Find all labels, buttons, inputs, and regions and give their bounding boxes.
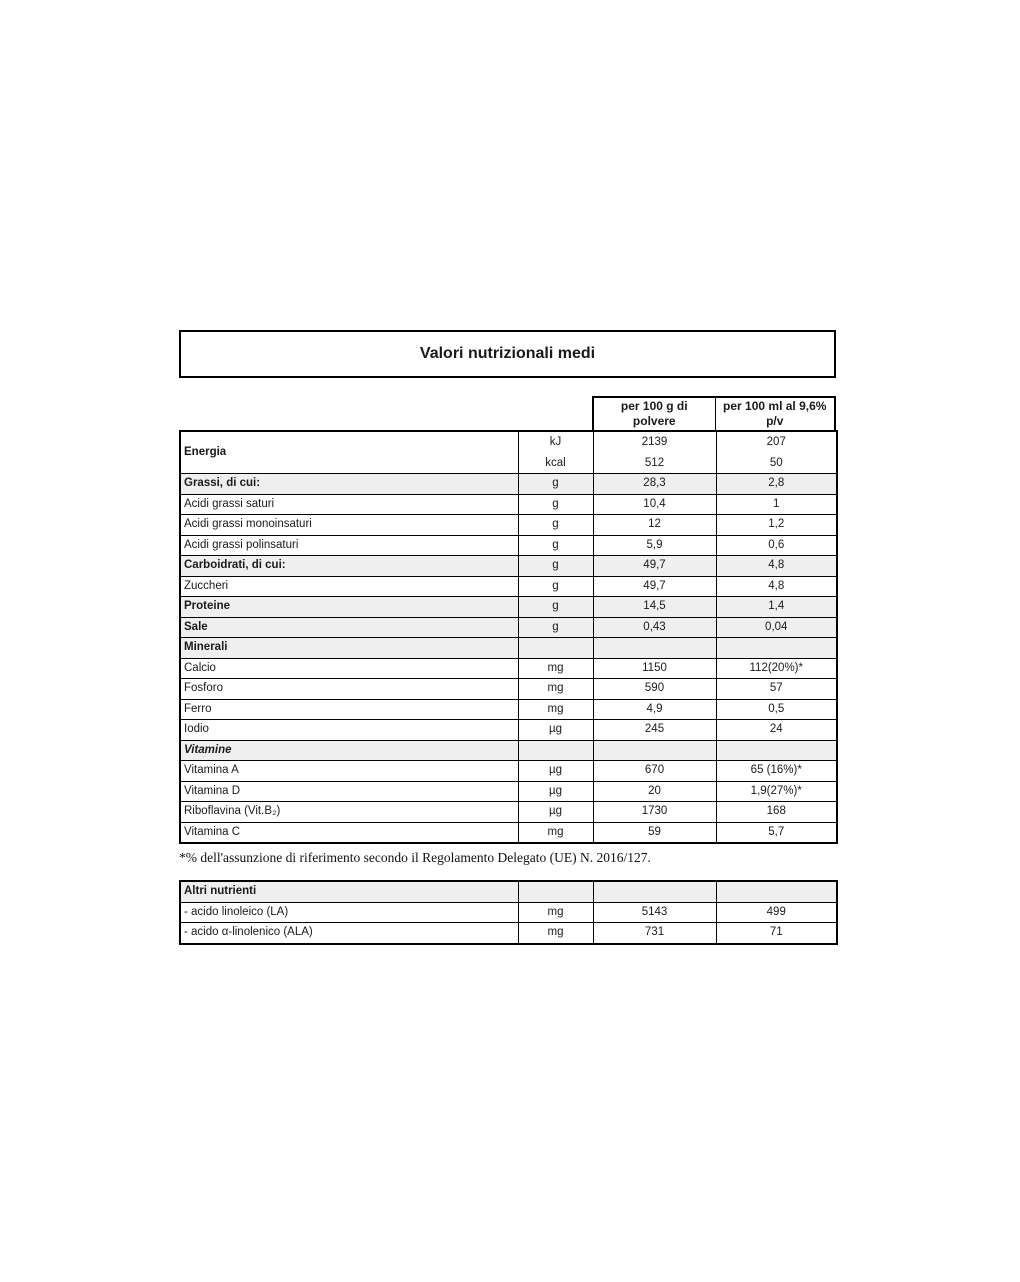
nutrition-row [180, 781, 837, 802]
row-unit [518, 638, 593, 659]
value-per-100ml [716, 431, 837, 474]
value-per-100ml-line: 207 [766, 436, 786, 448]
value-per-100ml: 112(20%)* [716, 658, 837, 679]
value-per-100g [593, 740, 716, 761]
row-unit [518, 881, 593, 902]
row-unit: g [518, 535, 593, 556]
row-unit: g [518, 494, 593, 515]
value-per-100g: 4,9 [593, 699, 716, 720]
value-per-100ml [716, 638, 837, 659]
value-per-100g: 59 [593, 822, 716, 843]
value-per-100ml: 0,6 [716, 535, 837, 556]
col-header-line: polvere [632, 414, 676, 428]
value-per-100g: 20 [593, 781, 716, 802]
value-per-100ml-line: 50 [769, 456, 783, 469]
nutrition-row [180, 699, 837, 720]
nutrition-row [180, 740, 837, 761]
value-per-100g-line: 2139 [641, 436, 668, 448]
value-per-100ml: 2,8 [716, 474, 837, 495]
nutrition-row [180, 597, 837, 618]
row-label: Sale [180, 617, 518, 638]
row-label: Iodio [180, 720, 518, 741]
row-unit [518, 431, 593, 474]
row-label: Vitamina D [180, 781, 518, 802]
column-header-row [592, 396, 836, 430]
value-per-100ml: 168 [716, 802, 837, 823]
value-per-100g: 5143 [593, 902, 716, 923]
row-unit: mg [518, 822, 593, 843]
row-label: Vitamina C [180, 822, 518, 843]
value-per-100ml: 5,7 [716, 822, 837, 843]
nutrition-row [180, 802, 837, 823]
col-header-per-100ml-pv [716, 398, 835, 430]
row-label: Grassi, di cui: [180, 474, 518, 495]
row-unit-line: kcal [545, 456, 566, 469]
nutrition-row [180, 556, 837, 577]
row-unit: g [518, 556, 593, 577]
value-per-100ml [716, 881, 837, 902]
row-unit: µg [518, 802, 593, 823]
footnote: *% dell'assunzione di riferimento secondo il Regolamento Delegato (UE) N. 2016/127. [179, 850, 651, 865]
value-per-100ml: 1,2 [716, 515, 837, 536]
value-per-100g: 49,7 [593, 576, 716, 597]
row-label: Calcio [180, 658, 518, 679]
value-per-100ml: 1,4 [716, 597, 837, 618]
other-nutrient-row [180, 923, 837, 944]
row-unit: µg [518, 720, 593, 741]
value-per-100g: 0,43 [593, 617, 716, 638]
page-title: Valori nutrizionali medi [419, 345, 596, 362]
row-unit: g [518, 617, 593, 638]
other-nutrient-row [180, 881, 837, 902]
row-unit: µg [518, 761, 593, 782]
row-label: Altri nutrienti [180, 881, 518, 902]
value-per-100g [593, 431, 716, 474]
value-per-100ml: 1 [716, 494, 837, 515]
value-per-100ml: 1,9(27%)* [716, 781, 837, 802]
value-per-100g: 245 [593, 720, 716, 741]
nutrition-row [180, 638, 837, 659]
nutrition-row [180, 494, 837, 515]
col-header-line: per 100 g di [620, 399, 688, 413]
value-per-100g: 14,5 [593, 597, 716, 618]
other-nutrients-table [179, 880, 838, 945]
value-per-100g: 12 [593, 515, 716, 536]
nutrition-row [180, 822, 837, 843]
value-per-100g: 1150 [593, 658, 716, 679]
row-label: Acidi grassi saturi [180, 494, 518, 515]
value-per-100g: 5,9 [593, 535, 716, 556]
nutrition-row [180, 576, 837, 597]
value-per-100g: 731 [593, 923, 716, 944]
row-label: Vitamina A [180, 761, 518, 782]
value-per-100ml: 0,5 [716, 699, 837, 720]
row-label: Minerali [180, 638, 518, 659]
value-per-100ml: 65 (16%)* [716, 761, 837, 782]
row-label: - acido α-linolenico (ALA) [180, 923, 518, 944]
value-per-100ml: 71 [716, 923, 837, 944]
value-per-100g [593, 638, 716, 659]
title-box [179, 330, 836, 378]
nutrition-row [180, 535, 837, 556]
row-unit: mg [518, 658, 593, 679]
nutrition-row [180, 658, 837, 679]
nutrition-row [180, 431, 837, 474]
col-header-per-100g-polvere [594, 398, 716, 430]
row-label: Acidi grassi polinsaturi [180, 535, 518, 556]
value-per-100ml: 57 [716, 679, 837, 700]
nutrition-row [180, 617, 837, 638]
value-per-100g: 670 [593, 761, 716, 782]
value-per-100ml: 24 [716, 720, 837, 741]
value-per-100g: 49,7 [593, 556, 716, 577]
nutrition-table-body [180, 431, 837, 843]
row-unit: g [518, 515, 593, 536]
value-per-100ml: 4,8 [716, 576, 837, 597]
row-unit: g [518, 474, 593, 495]
col-header-line: per 100 ml al 9,6% [723, 399, 827, 413]
row-label: Riboflavina (Vit.B₂) [180, 802, 518, 823]
value-per-100g-line: 512 [644, 456, 665, 469]
nutrition-row [180, 474, 837, 495]
row-label: Energia [180, 431, 518, 474]
row-unit: mg [518, 902, 593, 923]
row-label: - acido linoleico (LA) [180, 902, 518, 923]
row-label: Ferro [180, 699, 518, 720]
value-per-100ml: 4,8 [716, 556, 837, 577]
row-label: Zuccheri [180, 576, 518, 597]
nutrition-table [179, 430, 838, 844]
value-per-100g: 590 [593, 679, 716, 700]
row-unit: g [518, 597, 593, 618]
row-label: Fosforo [180, 679, 518, 700]
nutrition-row [180, 761, 837, 782]
nutrition-row [180, 679, 837, 700]
value-per-100ml: 499 [716, 902, 837, 923]
row-unit: mg [518, 699, 593, 720]
nutrition-row [180, 720, 837, 741]
value-per-100ml: 0,04 [716, 617, 837, 638]
row-unit: mg [518, 679, 593, 700]
value-per-100g: 1730 [593, 802, 716, 823]
value-per-100g [593, 881, 716, 902]
other-nutrient-row [180, 902, 837, 923]
value-per-100g: 28,3 [593, 474, 716, 495]
row-unit: µg [518, 781, 593, 802]
row-label: Carboidrati, di cui: [180, 556, 518, 577]
row-unit: mg [518, 923, 593, 944]
value-per-100ml [716, 740, 837, 761]
row-label: Acidi grassi monoinsaturi [180, 515, 518, 536]
row-label: Vitamine [180, 740, 518, 761]
col-header-line: p/v [766, 414, 784, 428]
value-per-100g: 10,4 [593, 494, 716, 515]
row-unit-line: kJ [549, 436, 562, 448]
nutrition-row [180, 515, 837, 536]
row-unit: g [518, 576, 593, 597]
row-label: Proteine [180, 597, 518, 618]
row-unit [518, 740, 593, 761]
other-nutrients-table-body [180, 881, 837, 944]
